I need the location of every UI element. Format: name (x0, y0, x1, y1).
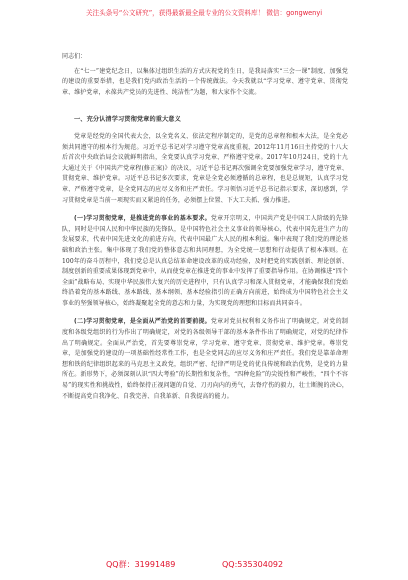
subsection-1-paragraph (62, 214, 348, 309)
footer-contact (0, 558, 408, 572)
subsection-2-title: (二)学习贯彻党章，是全面从严治党的首要前提。 (74, 318, 211, 326)
banner-left-text: 关注头条号“公文研究”，获得最新最全最专业的公文资料库！ (85, 9, 265, 17)
document-body (62, 38, 348, 534)
salutation: 同志们： (62, 53, 87, 60)
qq-group-text: QQ群：31991489 (106, 560, 176, 569)
section-1-title: 一、充分认清学习贯彻党章的重大意义 (74, 116, 181, 124)
subsection-1-body: 党章开宗明义，中国共产党是中国工人阶级的先锋队，同时是中国人民和中华民族的先锋队，是中国特色社会主义事业的领导核心，代表中国先进生产力的发展要求，代表中国先进文化的前进方向，代表中国最广大人民的根本利益。集中表现了我们党的理论基础和政治主张。集中体现了我们党的整体意志和共同理想，为全党统一思想和行动提供了根本准则。在100年的奋斗历程中，我们党总是认真总结革命建设改革的成功经验，及时把党的实践创新、理论创新、制度创新的重要成果体现到党章中，从而使党章在推进党的事业中发挥了重要指导作用。在协调推进“四个全面”战略布局、实现中华民族伟大复兴的历史进程中，只有认真学习和深入贯彻党章，才能确保我们党始终沿着党的基本路线、基本路线、基本纲领、基本经验指引的正确方向前进，始终成为中国特色社会主义事业的坚强领导核心，始终凝聚起全党的意志和力量，为实现党的理想和目标而共同奋斗。 (62, 215, 348, 307)
subsection-2-body: 党章对党员权利和义务作出了明确规定，对党的制度和各级党组织的行为作出了明确规定，对党的各级领导干部的基本条件作出了明确规定，对党的纪律作出了明确规定。全面从严治党，首先要尊崇党章，学习党章、遵守党章、贯彻党章、维护党章。尊崇党章，是加强党的建设的一项基础性经常性工作，也是全党同志的应尽义务和庄严责任。我们党是靠革命理想和铁的纪律组织起来的马克思主义政党，组织严密、纪律严明是党的优良传统和政治优势，是党的力量所在。新形势下，必须深刻认识“四大考验”的长期性和复杂性，“四种危险”的尖锐性和严峻性，“四个不容易”的现实性和挑战性，始终保持正视问题的自觉、刀刃向内的勇气，去脊疗伤的毅力，壮士断腕的决心，不断提高党自我净化、自我完善、自我革新、自我提高的能力。 (62, 318, 348, 400)
intro-paragraph: 在“七一”建党纪念日，以集体过组织生活的方式庆祝党的生日，是我局落实“三会一课”制度、加强党的建设的重要举措，也是我们党内政治生活的一个传统做法。今天我就以“学习党章、遵守党章、贯彻党章、维护党章，永葆共产党员的先进性、纯洁性”为题，和大家作个交流。 (62, 67, 348, 96)
qq-number-text: QQ:535304092 (222, 560, 284, 569)
subsection-1-title: (一)学习贯彻党章，是推进党的事业的基本要求。 (74, 215, 211, 223)
banner-right-text: 微信：gongwenyi (266, 9, 323, 17)
subsection-2-paragraph (62, 317, 348, 402)
section-1-paragraph: 党章是经党的全国代表大会，以全党名义、依法定程序制定的，是党的总章程和根本大法，是全党必须共同遵守的根本行为规范。习近平总书记对学习遵守党章高度重视，2012年11月16日主持党的十八大后首次中央政治局会议就鲜明指出，全党要认真学习党章、严格遵守党章。2017年10月24日，党的十九大通过关于《中国共产党章程(修正案)》的决议，习近平总书记再次强调全党要加强党章学习，遵守党章、贯彻党章、维护党章。习近平总书记多次要求，党章是全党必须遵循的总章程，也是总规矩，认真学习党章、严格遵守党章，是全党同志的应尽义务和庄严责任。学习领悟习近平总书记指示要求，深切感到，学习贯彻党章是当前一项现实而又紧迫的任务，必须摆上位置、下大工夫抓、强力推进。 (62, 132, 348, 204)
promo-banner (0, 6, 408, 20)
